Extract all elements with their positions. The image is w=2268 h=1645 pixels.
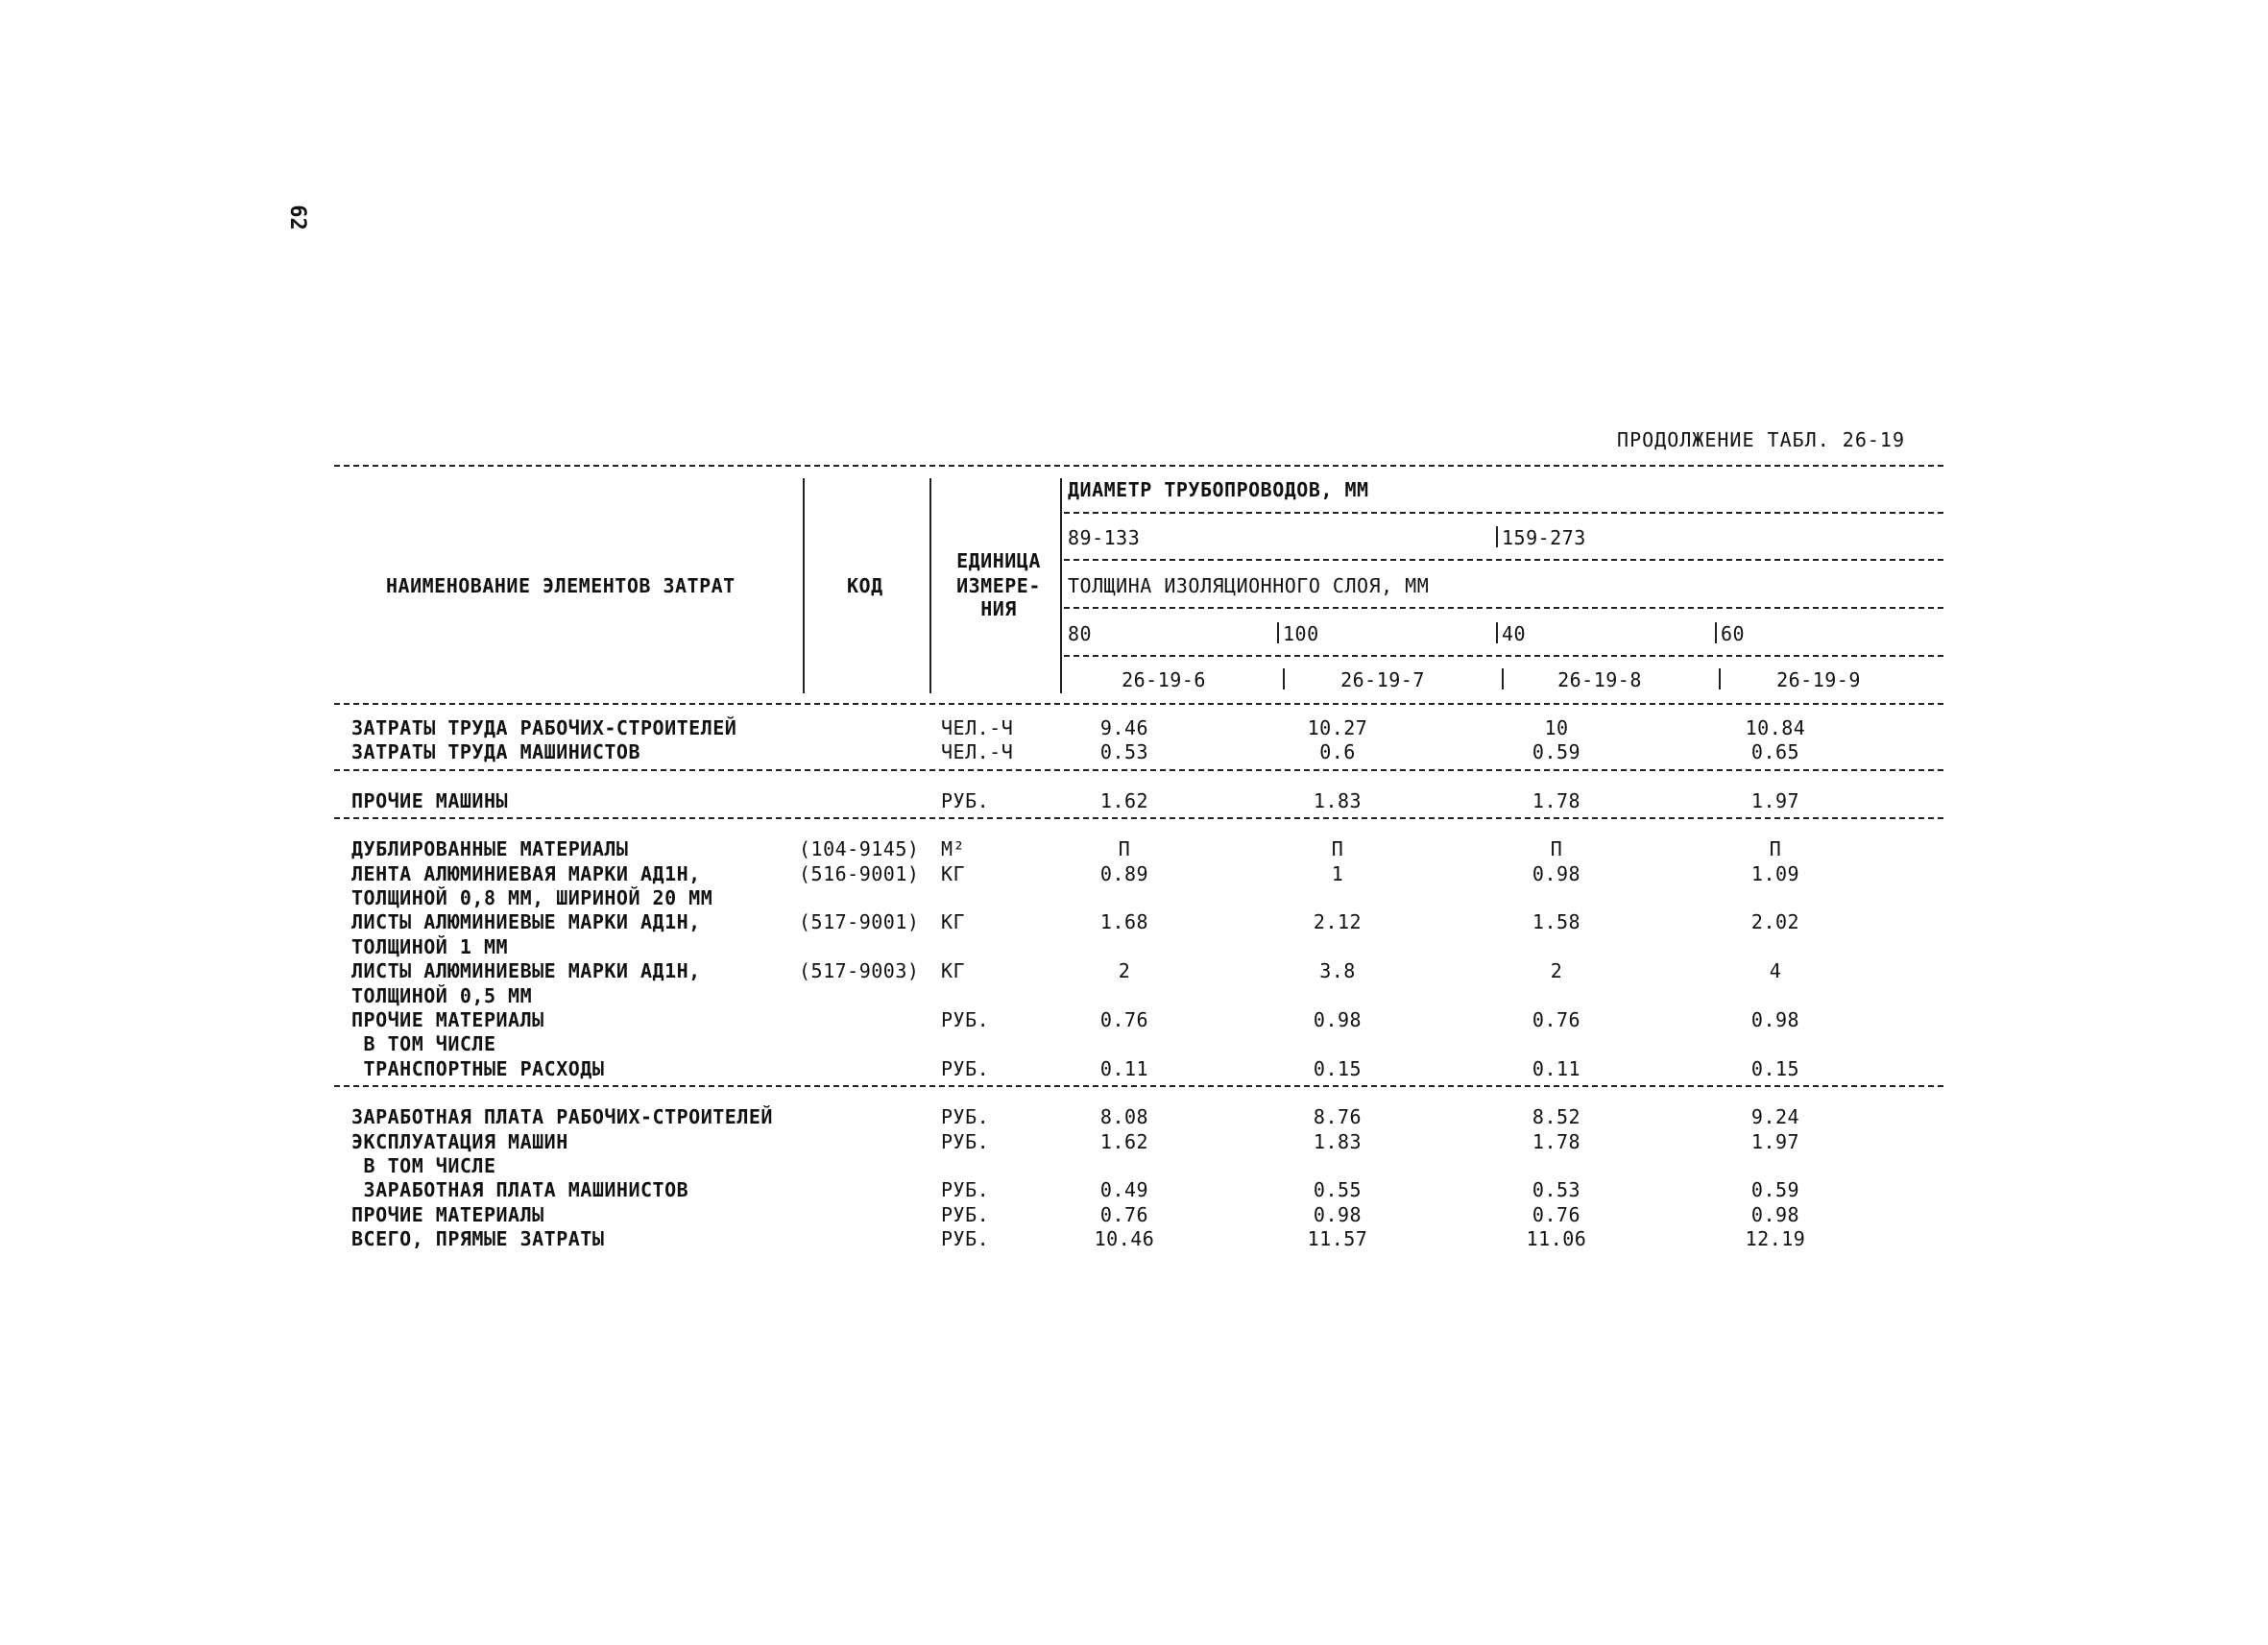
vbar-code — [929, 478, 931, 693]
section-rule — [334, 817, 1943, 819]
row-unit: РУБ. — [941, 1202, 990, 1226]
row-name: ЭКСПЛУАТАЦИЯ МАШИН — [351, 1129, 568, 1153]
row-name: ТРАНСПОРТНЫЕ РАСХОДЫ — [351, 1056, 605, 1080]
row-name: ЗАТРАТЫ ТРУДА РАБОЧИХ-СТРОИТЕЛЕЙ — [351, 716, 737, 739]
row-name: ЛИСТЫ АЛЮМИНИЕВЫЕ МАРКИ АД1Н, — [351, 910, 701, 934]
row-name: ДУБЛИРОВАННЫЕ МАТЕРИАЛЫ — [351, 837, 629, 861]
row-value: 1.78 — [1532, 1129, 1581, 1153]
row-value: 2 — [1550, 959, 1563, 983]
row-value: 2 — [1118, 959, 1131, 983]
vbar-diam-2 — [1496, 526, 1498, 547]
row-name: В ТОМ ЧИСЛЕ — [351, 1154, 496, 1177]
row-unit: КГ — [941, 959, 966, 983]
row-value: 0.53 — [1532, 1178, 1581, 1202]
row-name: ЗАРАБОТНАЯ ПЛАТА МАШИНИСТОВ — [351, 1178, 689, 1202]
row-name: ПРОЧИЕ МАТЕРИАЛЫ — [351, 1202, 544, 1226]
row-value: 0.59 — [1532, 740, 1581, 764]
row-value: 11.57 — [1307, 1227, 1368, 1251]
section-rule — [334, 1085, 1943, 1087]
row-unit: ЧЕЛ.-Ч — [941, 716, 1014, 739]
row-value: 1.62 — [1099, 788, 1149, 812]
vbar-unit — [1060, 478, 1062, 693]
row-value: 1 — [1331, 861, 1344, 885]
row-value: 0.76 — [1532, 1008, 1581, 1031]
row-value: 10 — [1544, 716, 1569, 739]
row-value: 9.46 — [1099, 716, 1149, 739]
row-name: ТОЛЩИНОЙ 1 ММ — [351, 934, 509, 958]
row-unit: РУБ. — [941, 788, 990, 812]
row-value: 0.15 — [1750, 1056, 1800, 1080]
section-rule — [334, 769, 1943, 771]
row-value: 0.98 — [1750, 1202, 1800, 1226]
row-name: ЛИСТЫ АЛЮМИНИЕВЫЕ МАРКИ АД1Н, — [351, 959, 701, 983]
row-value: 3.8 — [1319, 959, 1356, 983]
row-name: ТОЛЩИНОЙ 0,8 ММ, ШИРИНОЙ 20 ММ — [351, 886, 713, 909]
row-value: П — [1769, 837, 1782, 861]
row-value: 0.98 — [1532, 861, 1581, 885]
vbar-th-2 — [1277, 622, 1279, 643]
header-name: НАИМЕНОВАНИЕ ЭЛЕМЕНТОВ ЗАТРАТ — [386, 574, 736, 597]
row-value: 2.12 — [1313, 910, 1363, 934]
row-value: 10.46 — [1094, 1227, 1155, 1251]
header-code-2: 26-19-7 — [1340, 668, 1425, 691]
table-caption: ПРОДОЛЖЕНИЕ ТАБЛ. 26-19 — [1617, 428, 1905, 451]
row-value: 0.76 — [1099, 1202, 1149, 1226]
row-value: 0.65 — [1750, 740, 1800, 764]
row-name: ПРОЧИЕ МАШИНЫ — [351, 788, 509, 812]
row-value: 0.98 — [1313, 1008, 1363, 1031]
row-value: 0.76 — [1099, 1008, 1149, 1031]
row-unit: ЧЕЛ.-Ч — [941, 740, 1014, 764]
header-code-3: 26-19-8 — [1557, 668, 1642, 691]
row-unit: РУБ. — [941, 1056, 990, 1080]
row-value: 0.6 — [1319, 740, 1356, 764]
document — [334, 0, 1943, 1645]
row-value: 12.19 — [1745, 1227, 1806, 1251]
vbar-th-4 — [1715, 622, 1717, 643]
row-code: (517-9003) — [799, 959, 920, 983]
row-value: 8.76 — [1313, 1105, 1363, 1129]
row-unit: КГ — [941, 861, 966, 885]
row-value: 8.08 — [1099, 1105, 1149, 1129]
header-unit-3: НИЯ — [980, 597, 1017, 620]
row-name: В ТОМ ЧИСЛЕ — [351, 1032, 496, 1056]
row-value: П — [1550, 837, 1563, 861]
row-value: 11.06 — [1526, 1227, 1587, 1251]
header-code-4: 26-19-9 — [1776, 668, 1861, 691]
header-code-1: 26-19-6 — [1122, 668, 1206, 691]
vbar-code-4 — [1719, 668, 1721, 689]
row-value: 1.68 — [1099, 910, 1149, 934]
row-value: 1.09 — [1750, 861, 1800, 885]
row-name: ЗАТРАТЫ ТРУДА МАШИНИСТОВ — [351, 740, 640, 764]
header-thickness-title: ТОЛЩИНА ИЗОЛЯЦИОННОГО СЛОЯ, ММ — [1068, 574, 1430, 597]
page-number: 62 — [284, 205, 309, 230]
vbar-code-3 — [1502, 668, 1504, 689]
vbar-th-3 — [1496, 622, 1498, 643]
row-value: 1.97 — [1750, 788, 1800, 812]
row-unit: М² — [941, 837, 966, 861]
row-name: ЛЕНТА АЛЮМИНИЕВАЯ МАРКИ АД1Н, — [351, 861, 701, 885]
row-value: 1.83 — [1313, 1129, 1363, 1153]
row-value: 1.97 — [1750, 1129, 1800, 1153]
header-thickness-4: 60 — [1721, 622, 1746, 645]
row-value: 0.53 — [1099, 740, 1149, 764]
row-value: П — [1331, 837, 1344, 861]
row-unit: РУБ. — [941, 1178, 990, 1202]
header-code: КОД — [847, 574, 883, 597]
row-value: 10.27 — [1307, 716, 1368, 739]
vbar-name — [803, 478, 805, 693]
header-diameter-1: 89-133 — [1068, 526, 1141, 549]
rule-header-1 — [1064, 512, 1943, 514]
row-value: 1.78 — [1532, 788, 1581, 812]
row-value: П — [1118, 837, 1131, 861]
row-value: 0.11 — [1099, 1056, 1149, 1080]
row-code: (104-9145) — [799, 837, 920, 861]
row-unit: КГ — [941, 910, 966, 934]
rule-header-bottom — [334, 703, 1943, 705]
header-diameter-2: 159-273 — [1502, 526, 1586, 549]
row-unit: РУБ. — [941, 1008, 990, 1031]
row-value: 9.24 — [1750, 1105, 1800, 1129]
header-thickness-2: 100 — [1283, 622, 1319, 645]
row-name: ПРОЧИЕ МАТЕРИАЛЫ — [351, 1008, 544, 1031]
vbar-code-2 — [1283, 668, 1285, 689]
row-code: (517-9001) — [799, 910, 920, 934]
row-value: 10.84 — [1745, 716, 1806, 739]
row-value: 0.55 — [1313, 1178, 1363, 1202]
header-unit-1: ЕДИНИЦА — [956, 549, 1041, 572]
row-value: 1.58 — [1532, 910, 1581, 934]
row-value: 1.62 — [1099, 1129, 1149, 1153]
header-thickness-3: 40 — [1502, 622, 1527, 645]
row-name: ЗАРАБОТНАЯ ПЛАТА РАБОЧИХ-СТРОИТЕЛЕЙ — [351, 1105, 773, 1129]
row-value: 0.15 — [1313, 1056, 1363, 1080]
row-value: 2.02 — [1750, 910, 1800, 934]
rule-header-3 — [1064, 607, 1943, 609]
row-value: 4 — [1769, 959, 1782, 983]
row-value: 0.59 — [1750, 1178, 1800, 1202]
row-unit: РУБ. — [941, 1105, 990, 1129]
row-unit: РУБ. — [941, 1129, 990, 1153]
row-value: 0.89 — [1099, 861, 1149, 885]
row-value: 8.52 — [1532, 1105, 1581, 1129]
header-thickness-1: 80 — [1068, 622, 1093, 645]
row-code: (516-9001) — [799, 861, 920, 885]
row-value: 0.76 — [1532, 1202, 1581, 1226]
row-value: 0.49 — [1099, 1178, 1149, 1202]
rule-top — [334, 465, 1943, 467]
row-name: ТОЛЩИНОЙ 0,5 ММ — [351, 983, 533, 1007]
rule-header-4 — [1064, 655, 1943, 657]
row-value: 1.83 — [1313, 788, 1363, 812]
header-diameter-title: ДИАМЕТР ТРУБОПРОВОДОВ, ММ — [1068, 478, 1369, 501]
row-name: ВСЕГО, ПРЯМЫЕ ЗАТРАТЫ — [351, 1227, 605, 1251]
row-unit: РУБ. — [941, 1227, 990, 1251]
header-unit-2: ИЗМЕРЕ- — [956, 574, 1041, 597]
rule-header-2 — [1064, 559, 1943, 561]
row-value: 0.98 — [1313, 1202, 1363, 1226]
row-value: 0.11 — [1532, 1056, 1581, 1080]
row-value: 0.98 — [1750, 1008, 1800, 1031]
